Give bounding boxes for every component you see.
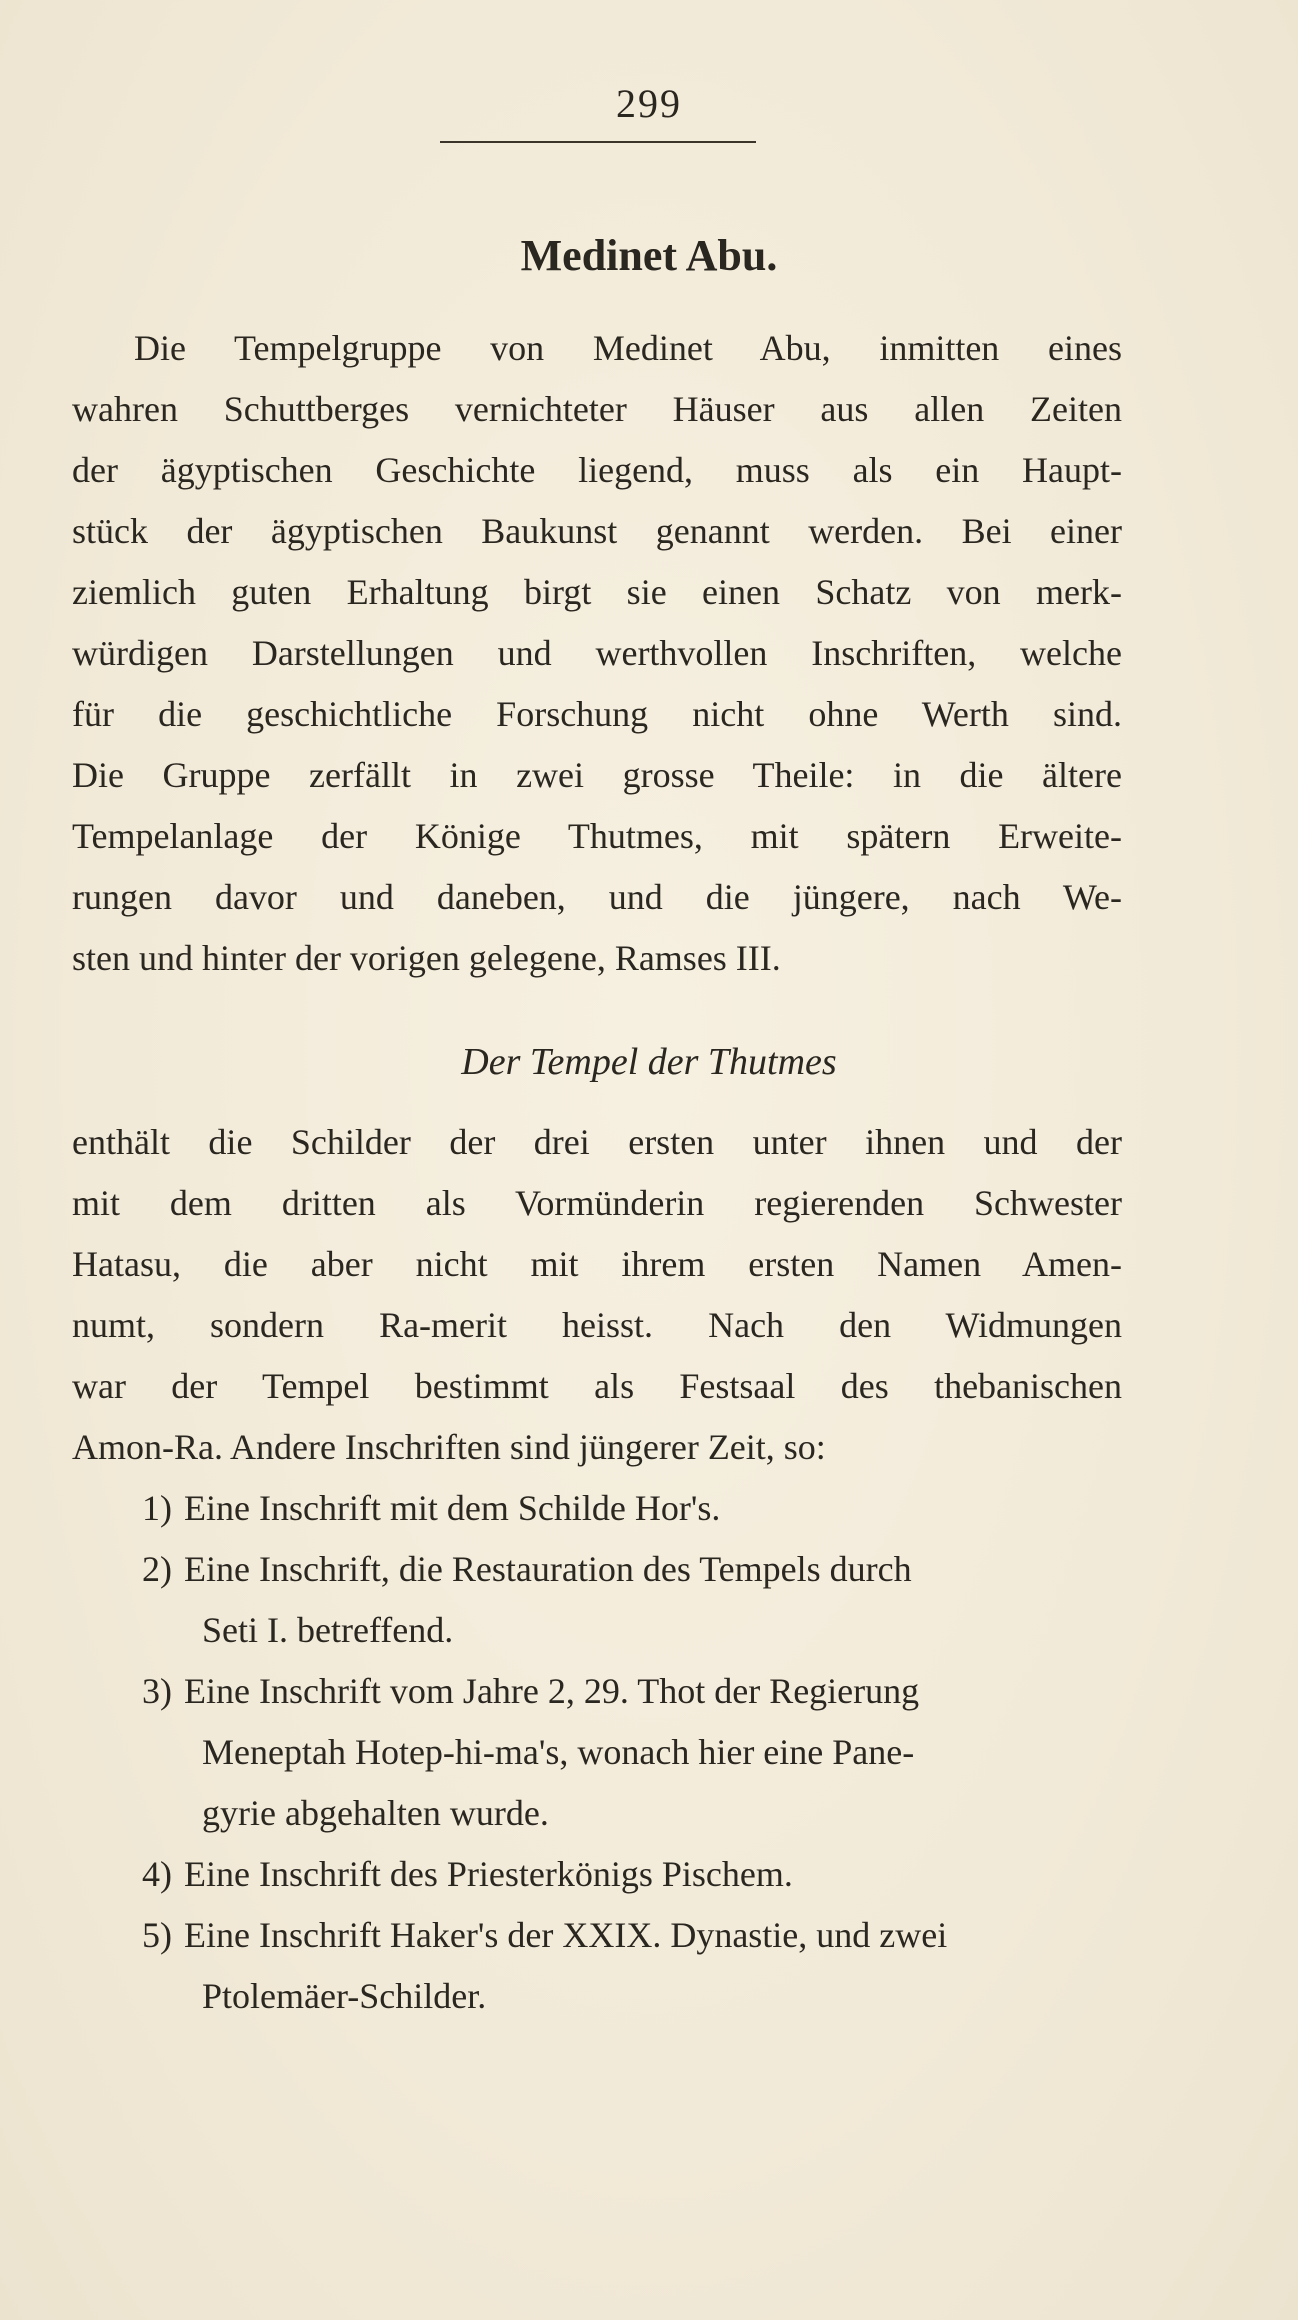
- list-text: Seti I. betreffend.: [202, 1610, 454, 1650]
- paragraph-1-line: Tempelanlage der Könige Thutmes, mit spätern Erweite-: [72, 816, 1122, 856]
- paragraph-2-line: numt, sondern Ra-merit heisst. Nach den Widmungen: [72, 1305, 1122, 1345]
- list-text: gyrie abgehalten wurde.: [202, 1793, 549, 1833]
- list-item: [110, 1661, 1122, 1844]
- paragraph-1-line: Die Tempelgruppe von Medinet Abu, inmitten eines: [134, 328, 1122, 368]
- list-text: Ptolemäer-Schilder.: [202, 1976, 487, 2016]
- section-title: Medinet Abu.: [520, 231, 778, 280]
- list-number: 3): [142, 1671, 172, 1711]
- paragraph-1-line: rungen davor und daneben, und die jüngere, nach We-: [72, 877, 1122, 917]
- list-text: Eine Inschrift vom Jahre 2, 29. Thot der Regierung: [184, 1671, 920, 1711]
- list-number: 1): [142, 1488, 172, 1528]
- paragraph-2-line: enthält die Schilder der drei ersten unter ihnen und der: [72, 1122, 1122, 1162]
- list-text: Eine Inschrift des Priesterkönigs Pischem.: [184, 1854, 793, 1894]
- paragraph-1-line: der ägyptischen Geschichte liegend, muss als ein Haupt-: [72, 450, 1122, 490]
- paragraph-2-line: mit dem dritten als Vormünderin regierenden Schwester: [72, 1183, 1122, 1223]
- list-item: [110, 1478, 1122, 1539]
- paragraph-2-line: Amon-Ra. Andere Inschriften sind jüngerer Zeit, so:: [72, 1427, 826, 1467]
- list-item: [110, 1539, 1122, 1661]
- list-item: [110, 1905, 1122, 2027]
- list-text: Meneptah Hotep-hi-ma's, wonach hier eine Pane-: [202, 1732, 915, 1772]
- paragraph-2-line: Hatasu, die aber nicht mit ihrem ersten Namen Amen-: [72, 1244, 1122, 1284]
- paragraph-1-line: stück der ägyptischen Baukunst genannt werden. Bei einer: [72, 511, 1122, 551]
- list-number: 5): [142, 1915, 172, 1955]
- paragraph-1-line: wahren Schuttberges vernichteter Häuser aus allen Zeiten: [72, 389, 1122, 429]
- header-rule: [440, 141, 756, 143]
- page-number: 299: [616, 81, 682, 126]
- paragraph-1-line: sten und hinter der vorigen gelegene, Ramses III.: [72, 938, 781, 978]
- paragraph-1-line: Die Gruppe zerfällt in zwei grosse Theile: in die ältere: [72, 755, 1122, 795]
- list-text: Eine Inschrift Haker's der XXIX. Dynastie, und zwei: [184, 1915, 948, 1955]
- list-number: 4): [142, 1854, 172, 1894]
- list-text: Eine Inschrift, die Restauration des Tempels durch: [184, 1549, 912, 1589]
- paragraph-1-line: ziemlich guten Erhaltung birgt sie einen Schatz von merk-: [72, 572, 1122, 612]
- paragraph-1: [72, 318, 1122, 989]
- sub-title: Der Tempel der Thutmes: [461, 1041, 837, 1083]
- list-text: Eine Inschrift mit dem Schilde Hor's.: [184, 1488, 721, 1528]
- paragraph-2-line: war der Tempel bestimmt als Festsaal des thebanischen: [72, 1366, 1122, 1406]
- paragraph-2: [72, 1112, 1122, 1478]
- paragraph-1-line: für die geschichtliche Forschung nicht ohne Werth sind.: [72, 694, 1122, 734]
- paragraph-1-line: würdigen Darstellungen und werthvollen Inschriften, welche: [72, 633, 1122, 673]
- list-item: [110, 1844, 1122, 1905]
- list-number: 2): [142, 1549, 172, 1589]
- inscription-list: [110, 1478, 1122, 2027]
